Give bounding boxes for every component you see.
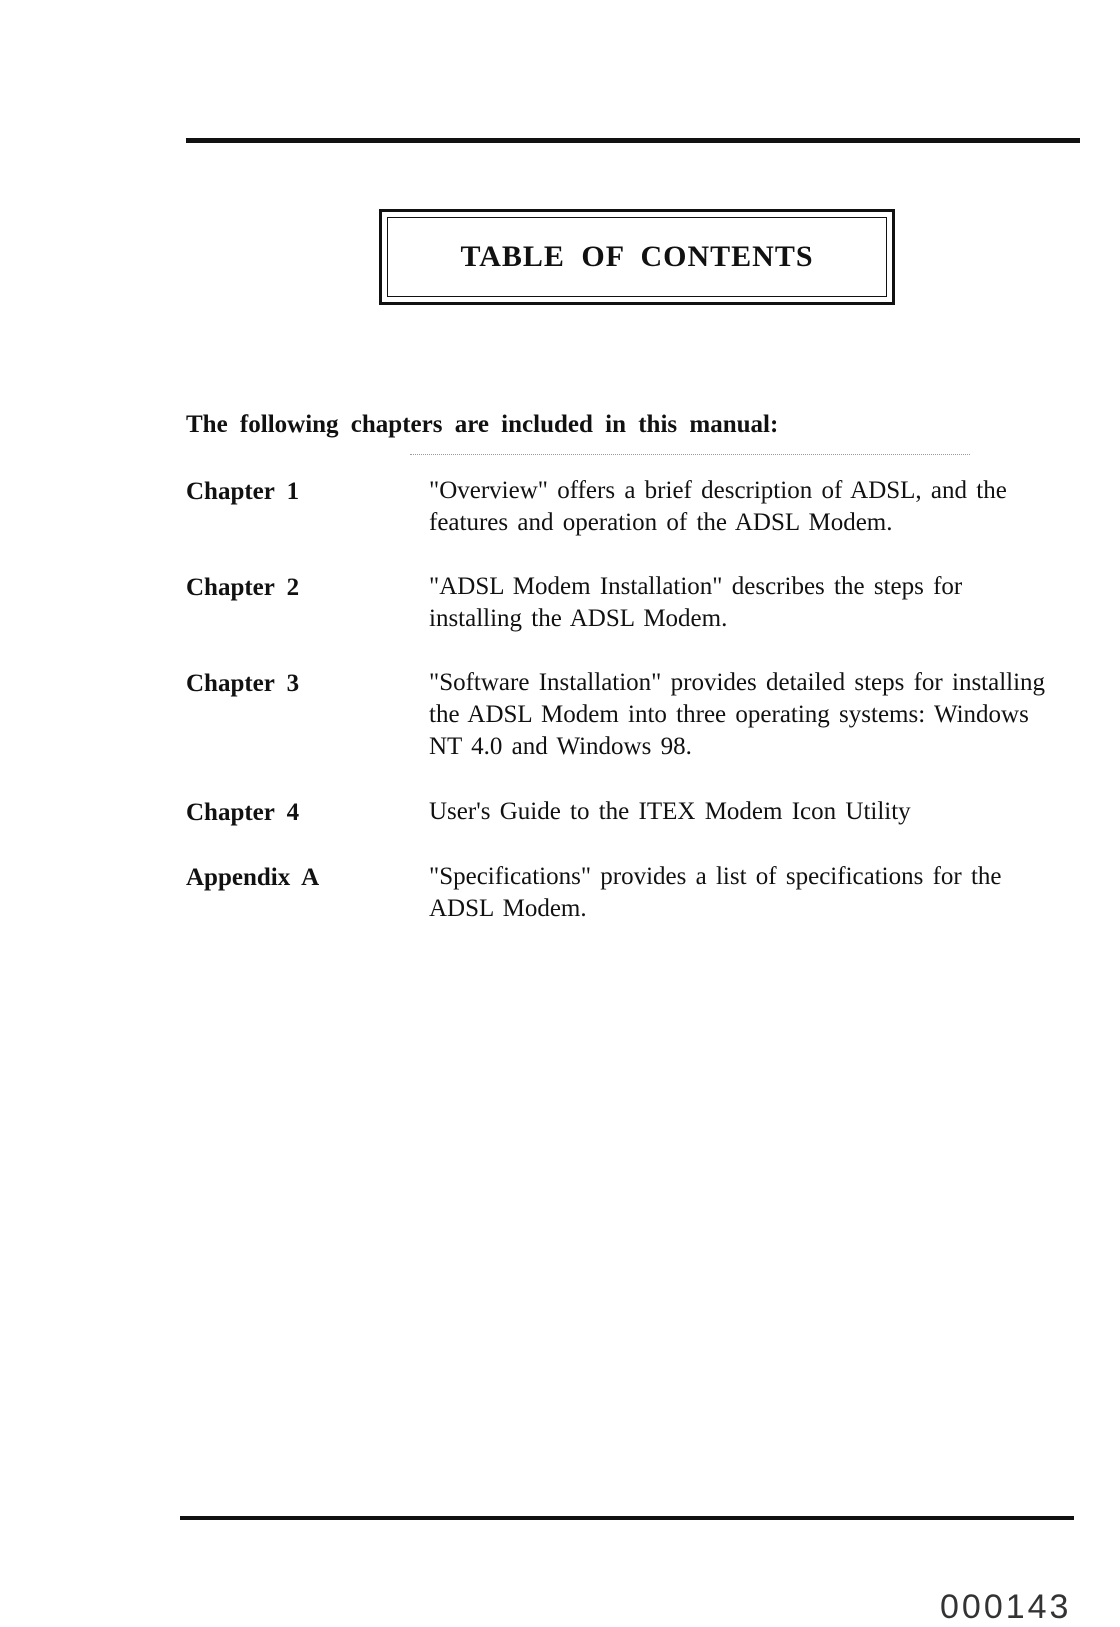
- toc-description: "ADSL Modem Installation" describes the steps for installing the ADSL Modem.: [429, 573, 963, 632]
- toc-description: User's Guide to the ITEX Modem Icon Utility: [429, 798, 911, 825]
- toc-label: Chapter 2: [186, 574, 300, 601]
- document-number: 000143: [940, 1588, 1072, 1626]
- title-box-inner: [387, 217, 887, 297]
- toc-label: Chapter 4: [186, 799, 300, 826]
- page-title: TABLE OF CONTENTS: [460, 240, 814, 273]
- toc-description: "Software Installation" provides detailed steps for installing the ADSL Modem into three operating systems: Windows NT 4.0 and Windows 98.: [429, 669, 1046, 760]
- intro-underline: [410, 454, 970, 455]
- top-rule: [186, 138, 1080, 143]
- toc-description: "Overview" offers a brief description of ADSL, and the features and operation of the ADSL Modem.: [429, 477, 1007, 536]
- toc-description: "Specifications" provides a list of specifications for the ADSL Modem.: [429, 863, 1002, 922]
- toc-label: Chapter 1: [186, 478, 300, 505]
- bottom-rule: [180, 1516, 1074, 1520]
- intro-text: The following chapters are included in this manual:: [186, 411, 779, 438]
- title-box: [379, 209, 895, 305]
- toc-label: Chapter 3: [186, 670, 300, 697]
- toc-label: Appendix A: [186, 864, 320, 891]
